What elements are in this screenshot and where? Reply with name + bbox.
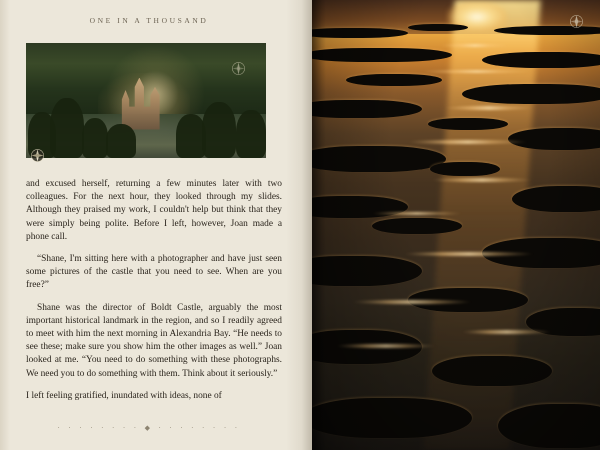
island-silhouette [312, 28, 408, 38]
island-silhouette [372, 218, 462, 234]
water-shimmer [352, 300, 472, 304]
island-silhouette [312, 398, 472, 438]
water-shimmer [444, 106, 534, 110]
island-silhouette [430, 162, 500, 176]
compass-rose-icon [30, 148, 45, 163]
water-shimmer [462, 330, 552, 334]
photo-tree [82, 118, 108, 158]
compass-rose-icon [231, 61, 246, 76]
paragraph: “Shane, I'm sitting here with a photographer and have just seen some pictures of the castle that you need to see. When are you free?” [26, 254, 282, 291]
island-silhouette [408, 24, 468, 31]
photo-tree [50, 98, 84, 158]
island-silhouette [482, 52, 600, 68]
island-silhouette [498, 404, 600, 448]
paragraph: Shane was the director of Boldt Castle, arguably the most important historical landmark in the region, and so I readily agreed to meet with him the next morning in Alexandria Bay. “He needs to see these; make sure you show him the other images as well.” Joan looked at me. “You need to do something with these photographs. We need you to do something with them. Think about it seriously.” [26, 302, 282, 379]
island-silhouette [428, 118, 508, 130]
castle-silhouette [118, 78, 164, 130]
body-text [26, 178, 282, 403]
island-silhouette [432, 356, 552, 386]
compass-rose-icon [569, 14, 584, 29]
castle-photo [26, 43, 266, 158]
right-photo-page [312, 0, 600, 450]
paragraph: and excused herself, returning a few minutes later with two colleagues. For the next hour, they looked through my slides. Although they praised my work, I couldn't help but think that they were simply being polite. Before I left, however, Joan made a phone call. [26, 179, 282, 242]
water-shimmer [440, 44, 510, 47]
water-shimmer [432, 178, 532, 182]
island-silhouette [494, 26, 600, 35]
island-silhouette [512, 186, 600, 212]
running-head: ONE IN A THOUSAND [89, 16, 209, 25]
water-shimmer [422, 70, 532, 73]
island-silhouette [462, 84, 600, 104]
water-shimmer [404, 252, 534, 256]
photo-tree [202, 102, 236, 158]
water-shimmer [372, 212, 462, 215]
photo-tree [236, 110, 266, 158]
photo-tree [106, 124, 136, 158]
island-silhouette [312, 48, 452, 62]
island-silhouette [508, 128, 600, 150]
paragraph: I left feeling gratified, inundated with ideas, none of [26, 390, 222, 401]
folio-ornament: · · · · · · · · ◆ · · · · · · · · [57, 424, 241, 432]
water-shimmer [336, 344, 436, 348]
castle-photo-image [26, 43, 266, 158]
water-shimmer [408, 140, 528, 144]
island-silhouette [346, 74, 442, 86]
island-silhouette [312, 100, 422, 118]
island-silhouette [312, 146, 446, 172]
